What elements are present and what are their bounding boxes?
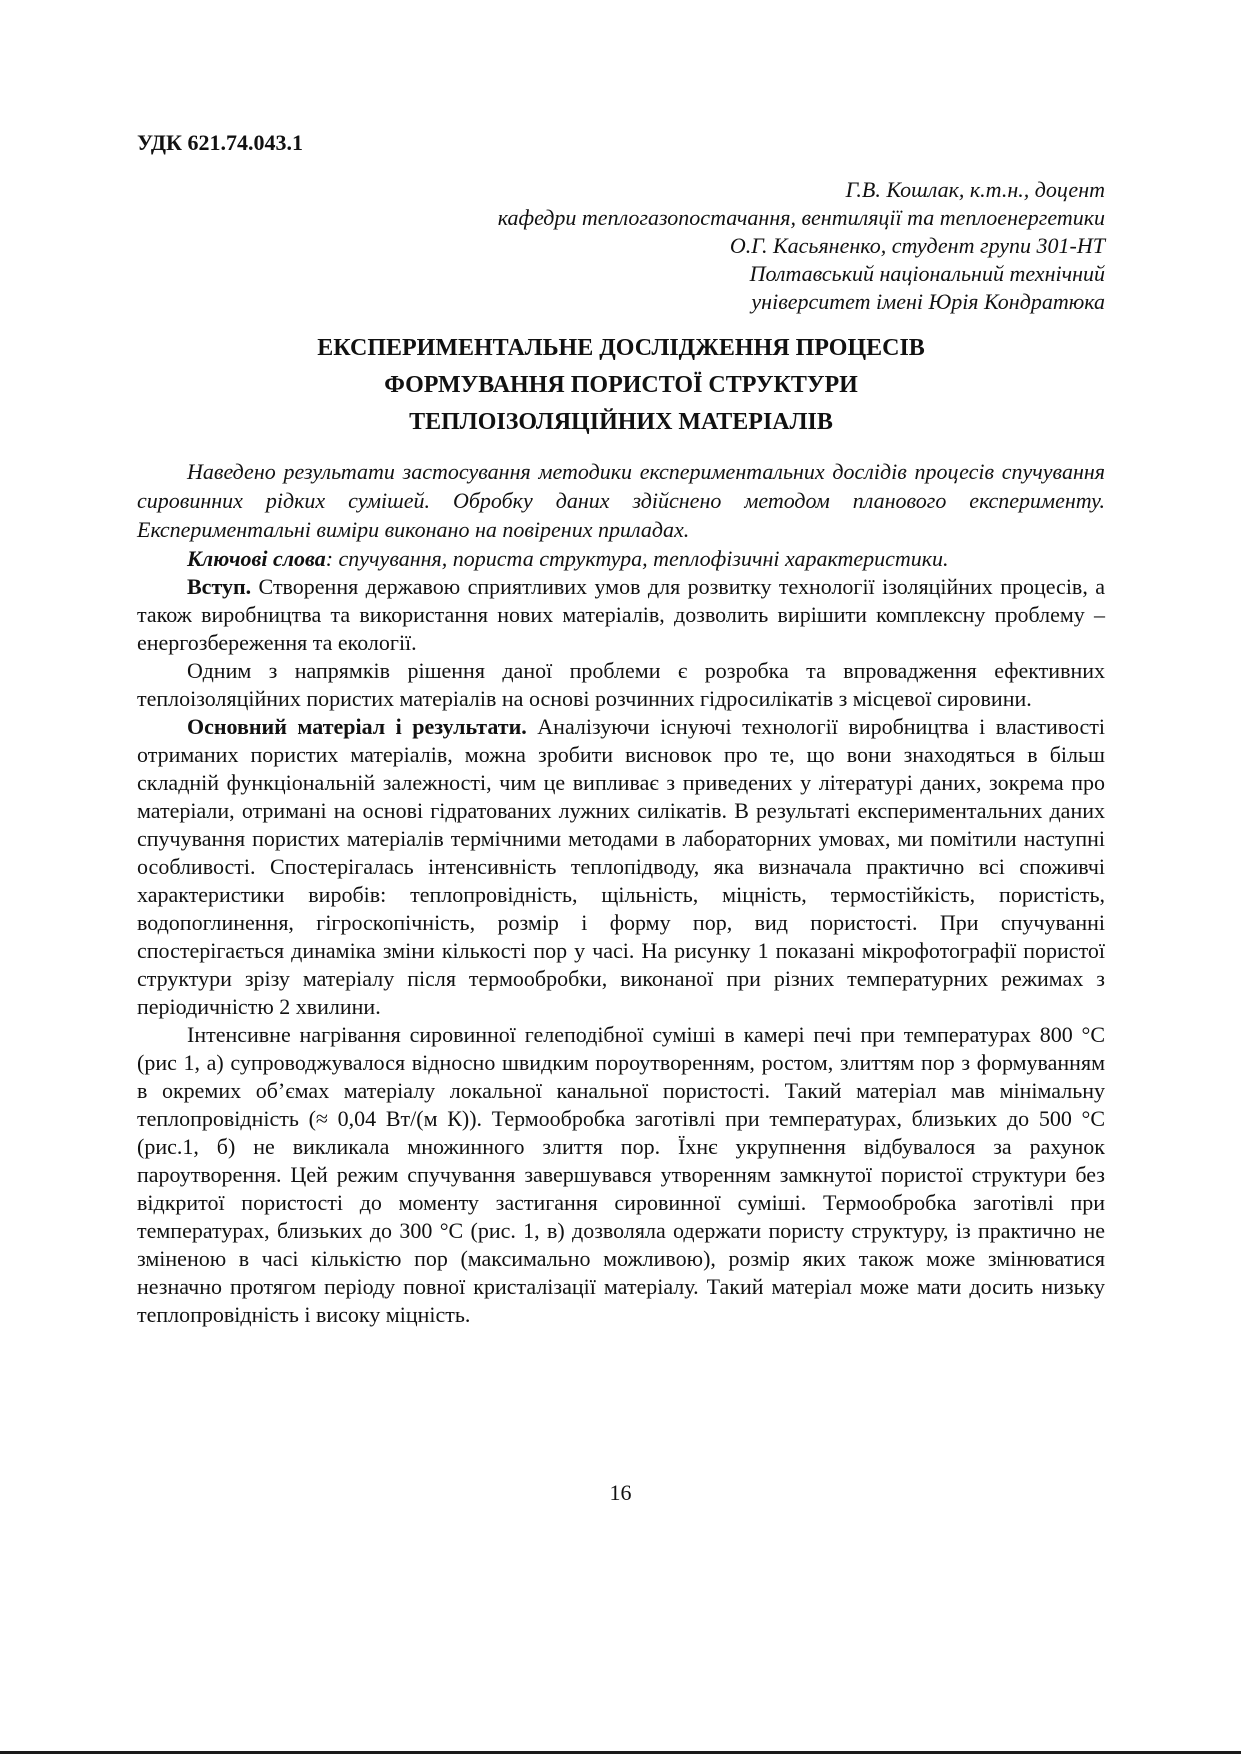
udc-code: УДК 621.74.043.1 [137, 130, 304, 155]
university-line: Полтавський національний технічний [749, 261, 1105, 286]
paragraph-text: Аналізуючи існуючі технології виробництва і властивості отриманих пористих матеріалів, можна зробити висновок про те, що вони знаходяться в більш складній функціональній залежності, чим це випливає з приведених у літературі даних, зокрема про матеріали, отримані на основі гідратованих лужних силікатів. В результаті експериментальних даних спучування пористих матеріалів термічними методами в лабораторних умовах, ми помітили наступні особливості. Спостерігалась інтенсивність теплопідводу, яка визначала практично всі споживчі характеристики виробів: теплопровідність, щільність, міцність, термостійкість, пористість, водопоглинення, гігроскопічність, розмір і форму пор, вид пористості. При спучуванні спостерігається динаміка зміни кількості пор у часі. На рисунку 1 показані мікрофотографії пористої структури зрізу матеріалу після термообробки, виконаної при різних температурних режимах з періодичністю 2 хвилини. [137, 714, 1105, 1019]
body-paragraph: Інтенсивне нагрівання сировинної гелеподібної суміші в камері печі при температурах 800 °С (рис 1, а) супроводжувалося відносно швидким пороутворенням, ростом, злиттям пор з формуванням в окремих об’ємах матеріалу локальної канальної пористості. Такий матеріал мав мінімальну теплопровідність (≈ 0,04 Вт/(м К)). Термообробка заготівлі при температурах, близьких до 500 °С (рис.1, б) не викликала множинного злиття пор. Їхнє укрупнення відбувалося за рахунок пароутворення. Цей режим спучування завершувався утворенням замкнутої пористої структури без відкритої пористості до моменту застигання сировинної суміші. Термообробка заготівлі при температурах, близьких до 300 °С (рис. 1, в) дозволяла одержати пористу структуру, із практично не зміненою в часі кількістю пор (максимально можливою), розмір яких також може змінюватися незначно протягом періоду повної кристалізації матеріалу. Такий матеріал може мати досить низьку теплопровідність і високу міцність. [137, 1022, 1105, 1327]
page-number: 16 [609, 1480, 632, 1505]
title-line: ФОРМУВАННЯ ПОРИСТОЇ СТРУКТУРИ [384, 372, 858, 398]
title-line: ТЕПЛОІЗОЛЯЦІЙНИХ МАТЕРІАЛІВ [409, 409, 833, 435]
abstract-paragraph: Наведено результати застосування методики експериментальних дослідів процесів спучування сировинних рідких сумішей. Обробку даних здійснено методом планового експерименту. Експериментальні виміри виконано на повірених приладах. [137, 459, 1105, 542]
keywords-text: : спучування, пориста структура, теплофізичні характеристики. [325, 546, 949, 571]
paragraph-text: Створення державою сприятливих умов для розвитку технології ізоляційних процесів, а також виробництва та використання нових матеріалів, дозволить вирішити комплексну проблему – енергозбереження та екології. [137, 574, 1105, 655]
keywords-line [137, 544, 1105, 573]
author-block [137, 176, 1105, 316]
title-line: ЕКСПЕРИМЕНТАЛЬНЕ ДОСЛІДЖЕННЯ ПРОЦЕСІВ [317, 335, 925, 361]
university-line: університет імені Юрія Кондратюка [751, 289, 1105, 314]
body-paragraph-intro [137, 573, 1105, 657]
paper-title [137, 330, 1105, 441]
author-affiliation-line: кафедри теплогазопостачання, вентиляції та теплоенергетики [497, 205, 1105, 230]
body-paragraph-main-results [137, 713, 1105, 1021]
section-lead-main-results: Основний матеріал і результати. [187, 714, 527, 739]
author-line: О.Г. Касьяненко, студент групи 301-НТ [729, 233, 1105, 258]
author-line: Г.В. Кошлак, к.т.н., доцент [845, 177, 1105, 202]
section-lead-intro: Вступ. [187, 574, 252, 599]
body-paragraph: Одним з напрямків рішення даної проблеми є розробка та впровадження ефективних теплоізоляційних пористих матеріалів на основі розчинних гідросилікатів з місцевої сировини. [137, 658, 1105, 711]
keywords-label: Ключові слова [187, 546, 326, 571]
